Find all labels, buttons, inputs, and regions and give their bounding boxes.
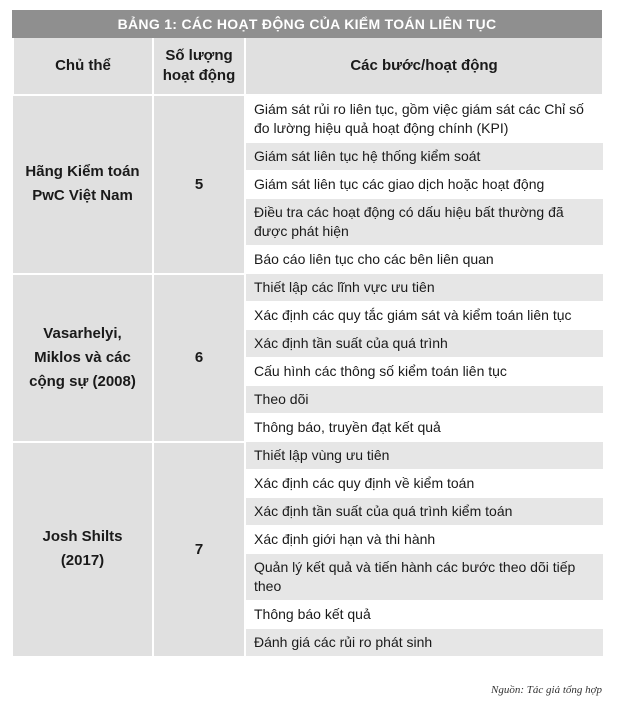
step-cell: Xác định các quy định về kiểm toán xyxy=(245,470,603,498)
step-cell: Giám sát liên tục hệ thống kiểm soát xyxy=(245,143,603,171)
step-cell: Xác định giới hạn và thi hành xyxy=(245,526,603,554)
table-body xyxy=(13,95,603,657)
header-steps: Các bước/hoạt động xyxy=(245,38,603,95)
step-cell: Theo dõi xyxy=(245,386,603,414)
step-cell: Thông báo, truyền đạt kết quả xyxy=(245,414,603,442)
table-row xyxy=(13,95,603,143)
subject-cell: Hãng Kiểm toán PwC Việt Nam xyxy=(13,95,153,274)
step-cell: Báo cáo liên tục cho các bên liên quan xyxy=(245,246,603,274)
step-cell: Đánh giá các rủi ro phát sinh xyxy=(245,629,603,657)
step-cell: Quản lý kết quả và tiến hành các bước theo dõi tiếp theo xyxy=(245,554,603,601)
step-cell: Điều tra các hoạt động có dấu hiệu bất thường đã được phát hiện xyxy=(245,199,603,246)
step-cell: Thiết lập vùng ưu tiên xyxy=(245,442,603,470)
step-cell: Thiết lập các lĩnh vực ưu tiên xyxy=(245,274,603,302)
table-row xyxy=(13,442,603,470)
activity-count-cell: 6 xyxy=(153,274,245,442)
table-row xyxy=(13,274,603,302)
step-cell: Giám sát liên tục các giao dịch hoặc hoạt động xyxy=(245,171,603,199)
step-cell: Giám sát rủi ro liên tục, gồm việc giám sát các Chỉ số đo lường hiệu quả hoạt động chính (KPI) xyxy=(245,95,603,143)
activities-table xyxy=(12,38,604,658)
subject-cell: Vasarhelyi, Miklos và các cộng sự (2008) xyxy=(13,274,153,442)
step-cell: Xác định các quy tắc giám sát và kiểm toán liên tục xyxy=(245,302,603,330)
activities-table-figure xyxy=(12,10,602,658)
source-note: Nguồn: Tác giả tổng hợp xyxy=(491,684,602,696)
step-cell: Xác định tần suất của quá trình xyxy=(245,330,603,358)
header-subject: Chủ thể xyxy=(13,38,153,95)
activity-count-cell: 7 xyxy=(153,442,245,657)
step-cell: Xác định tần suất của quá trình kiểm toán xyxy=(245,498,603,526)
subject-cell: Josh Shilts (2017) xyxy=(13,442,153,657)
table-title: BẢNG 1: CÁC HOẠT ĐỘNG CỦA KIỂM TOÁN LIÊN TỤC xyxy=(12,10,602,38)
header-count: Số lượng hoạt động xyxy=(153,38,245,95)
activity-count-cell: 5 xyxy=(153,95,245,274)
step-cell: Cấu hình các thông số kiểm toán liên tục xyxy=(245,358,603,386)
step-cell: Thông báo kết quả xyxy=(245,601,603,629)
header-row xyxy=(13,38,603,95)
